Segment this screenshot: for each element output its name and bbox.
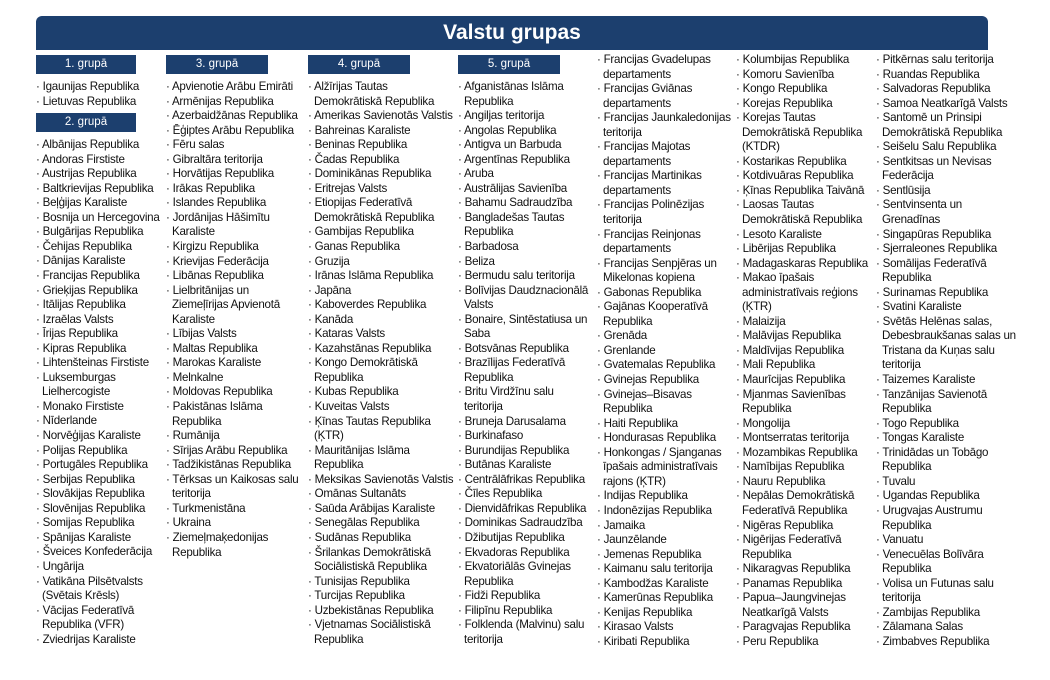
country-item: · Surinamas Republika	[876, 286, 1018, 301]
country-item: · Indonēzijas Republika	[597, 504, 733, 519]
country-item: · Melnkalne	[166, 371, 304, 386]
country-item: · Trinidādas un Tobāgo Republika	[876, 446, 1018, 475]
country-item: · Svētās Helēnas salas, Debesbraukšanas salas un Tristana da Kuņas salu teritorija	[876, 315, 1018, 373]
country-item: · Montserratas teritorija	[736, 431, 872, 446]
country-item: · Venecuēlas Bolīvāra Republika	[876, 548, 1018, 577]
column-7	[876, 53, 1018, 649]
country-item: · Bosnija un Hercegovina	[36, 211, 162, 226]
country-item: · Malaizija	[736, 315, 872, 330]
country-item: · Dienvidāfrikas Republika	[458, 502, 592, 517]
country-item: · Lihtenšteinas Firstiste	[36, 356, 162, 371]
country-item: · Kubas Republika	[308, 385, 454, 400]
country-item: · Austrijas Republika	[36, 167, 162, 182]
country-item: · Mali Republika	[736, 358, 872, 373]
country-item: · Turkmenistāna	[166, 502, 304, 517]
country-item: · Angiljas teritorija	[458, 109, 592, 124]
country-item: · Maltas Republika	[166, 342, 304, 357]
country-item: · Togo Republika	[876, 417, 1018, 432]
country-item: · Ekvatoriālās Gvinejas Republika	[458, 560, 592, 589]
country-item: · Francijas Jaunkaledonijas teritorija	[597, 111, 733, 140]
country-item: · Nigēras Republika	[736, 519, 872, 534]
country-item: · Barbadosa	[458, 240, 592, 255]
column-4	[458, 55, 592, 647]
country-item: · Andoras Firstiste	[36, 153, 162, 168]
country-item: · Aruba	[458, 167, 592, 182]
column-5	[597, 53, 733, 649]
group-3-header: 3. grupā	[166, 55, 268, 74]
country-item: · Santomē un Prinsipi Demokrātiskā Republika	[876, 111, 1018, 140]
country-item: · Zambijas Republika	[876, 606, 1018, 621]
country-item: · Bahreinas Karaliste	[308, 124, 454, 139]
country-item: · Svatini Karaliste	[876, 300, 1018, 315]
country-item: · Uzbekistānas Republika	[308, 604, 454, 619]
country-item: · Gambijas Republika	[308, 225, 454, 240]
country-item: · Francijas Martinikas departaments	[597, 169, 733, 198]
country-item: · Dānijas Karaliste	[36, 254, 162, 269]
country-item: · Tuvalu	[876, 475, 1018, 490]
country-item: · Beliza	[458, 255, 592, 270]
country-item: · Ganas Republika	[308, 240, 454, 255]
country-item: · Lielbritānijas un Ziemeļīrijas Apvienotā Karaliste	[166, 284, 304, 328]
group-4-list	[308, 80, 454, 647]
country-item: · Indijas Republika	[597, 489, 733, 504]
country-item: · Kazahstānas Republika	[308, 342, 454, 357]
country-item: · Sīrijas Arābu Republika	[166, 444, 304, 459]
country-item: · Angolas Republika	[458, 124, 592, 139]
country-item: · Norvēģijas Karaliste	[36, 429, 162, 444]
country-item: · Malāvijas Republika	[736, 329, 872, 344]
country-item: · Francijas Gvadelupas departaments	[597, 53, 733, 82]
country-item: · Fidži Republika	[458, 589, 592, 604]
group-1-header: 1. grupā	[36, 55, 136, 74]
country-item: · Sentkitsas un Nevisas Federācija	[876, 155, 1018, 184]
country-item: · Samoa Neatkarīgā Valsts	[876, 97, 1018, 112]
country-item: · Monako Firstiste	[36, 400, 162, 415]
country-item: · Kipras Republika	[36, 342, 162, 357]
group-2-list	[36, 138, 162, 647]
country-item: · Jemenas Republika	[597, 548, 733, 563]
country-item: · Maldīvijas Republika	[736, 344, 872, 359]
country-item: · Austrālijas Savienība	[458, 182, 592, 197]
country-item: · Irānas Islāma Republika	[308, 269, 454, 284]
country-item: · Ekvadoras Republika	[458, 546, 592, 561]
country-item: · Bermudu salu teritorija	[458, 269, 592, 284]
country-item: · Marokas Karaliste	[166, 356, 304, 371]
country-item: · Gibraltāra teritorija	[166, 153, 304, 168]
country-item: · Botsvānas Republika	[458, 342, 592, 357]
country-item: · Beninas Republika	[308, 138, 454, 153]
country-item: · Tadžikistānas Republika	[166, 458, 304, 473]
country-item: · Gajānas Kooperatīvā Republika	[597, 300, 733, 329]
country-item: · Sjerraleones Republika	[876, 242, 1018, 257]
country-item: · Gruzija	[308, 255, 454, 270]
country-item: · Alžīrijas Tautas Demokrātiskā Republika	[308, 80, 454, 109]
country-item: · Dominikānas Republika	[308, 167, 454, 182]
country-item: · Moldovas Republika	[166, 385, 304, 400]
country-item: · Kongo Republika	[736, 82, 872, 97]
country-item: · Laosas Tautas Demokrātiskā Republika	[736, 198, 872, 227]
country-item: · Albānijas Republika	[36, 138, 162, 153]
country-item: · Vanuatu	[876, 533, 1018, 548]
country-item: · Libērijas Republika	[736, 242, 872, 257]
country-item: · Lībijas Valsts	[166, 327, 304, 342]
country-item: · Grenlande	[597, 344, 733, 359]
country-item: · Panamas Republika	[736, 577, 872, 592]
country-item: · Bahamu Sadraudzība	[458, 196, 592, 211]
country-item: · Spānijas Karaliste	[36, 531, 162, 546]
country-item: · Francijas Reinjonas departaments	[597, 228, 733, 257]
country-item: · Francijas Republika	[36, 269, 162, 284]
country-item: · Honkongas / Sjanganas īpašais administratīvais rajons (ĶTR)	[597, 446, 733, 490]
country-item: · Itālijas Republika	[36, 298, 162, 313]
country-item: · Islandes Republika	[166, 196, 304, 211]
country-item: · Nepālas Demokrātiskā Federatīvā Republika	[736, 489, 872, 518]
country-item: · Jaunzēlande	[597, 533, 733, 548]
country-item: · Argentīnas Republika	[458, 153, 592, 168]
country-item: · Francijas Majotas departaments	[597, 140, 733, 169]
country-item: · Gvatemalas Republika	[597, 358, 733, 373]
country-item: · Kaboverdes Republika	[308, 298, 454, 313]
country-item: · Sentvinsenta un Grenadīnas	[876, 198, 1018, 227]
group-5-list	[458, 80, 592, 647]
country-item: · Kamerūnas Republika	[597, 591, 733, 606]
country-item: · Eritrejas Valsts	[308, 182, 454, 197]
country-item: · Čehijas Republika	[36, 240, 162, 255]
country-item: · Šveices Konfederācija	[36, 545, 162, 560]
country-item: · Makao īpašais administratīvais reģions (ĶTR)	[736, 271, 872, 315]
country-item: · Namībijas Republika	[736, 460, 872, 475]
country-item: · Armēnijas Republika	[166, 95, 304, 110]
country-item: · Džibutijas Republika	[458, 531, 592, 546]
country-item: · Japāna	[308, 284, 454, 299]
country-item: · Madagaskaras Republika	[736, 257, 872, 272]
country-item: · Zālamana Salas	[876, 620, 1018, 635]
country-item: · Izraēlas Valsts	[36, 313, 162, 328]
country-item: · Rumānija	[166, 429, 304, 444]
country-item: · Burkinafaso	[458, 429, 592, 444]
country-item: · Portugāles Republika	[36, 458, 162, 473]
group-5-list-cont-3	[876, 53, 1018, 649]
country-item: · Jordānijas Hāšimītu Karaliste	[166, 211, 304, 240]
country-item: · Seišelu Salu Republika	[876, 140, 1018, 155]
country-item: · Meksikas Savienotās Valstis	[308, 473, 454, 488]
country-item: · Tērksas un Kaikosas salu teritorija	[166, 473, 304, 502]
country-item: · Slovākijas Republika	[36, 487, 162, 502]
country-item: · Krievijas Federācija	[166, 255, 304, 270]
country-item: · Kirasao Valsts	[597, 620, 733, 635]
country-item: · Gvinejas Republika	[597, 373, 733, 388]
country-item: · Peru Republika	[736, 635, 872, 650]
country-item: · Centrālāfrikas Republika	[458, 473, 592, 488]
country-item: · Serbijas Republika	[36, 473, 162, 488]
country-item: · Korejas Republika	[736, 97, 872, 112]
country-item: · Slovēnijas Republika	[36, 502, 162, 517]
country-item: · Tanzānijas Savienotā Republika	[876, 388, 1018, 417]
country-item: · Kostarikas Republika	[736, 155, 872, 170]
country-item: · Kataras Valsts	[308, 327, 454, 342]
country-item: · Kuveitas Valsts	[308, 400, 454, 415]
country-item: · Francijas Gviānas departaments	[597, 82, 733, 111]
country-item: · Kambodžas Karaliste	[597, 577, 733, 592]
country-item: · Kolumbijas Republika	[736, 53, 872, 68]
country-item: · Apvienotie Arābu Emirāti	[166, 80, 304, 95]
group-5-list-cont-1	[597, 53, 733, 649]
country-item: · Brazīlijas Federatīvā Republika	[458, 356, 592, 385]
column-1	[36, 55, 162, 647]
country-item: · Kotdivuāras Republika	[736, 169, 872, 184]
country-item: · Fēru salas	[166, 138, 304, 153]
country-item: · Somālijas Federatīvā Republika	[876, 257, 1018, 286]
country-item: · Dominikas Sadraudzība	[458, 516, 592, 531]
country-item: · Azerbaidžānas Republika	[166, 109, 304, 124]
country-item: · Īrijas Republika	[36, 327, 162, 342]
column-2	[166, 55, 304, 560]
country-item: · Saūda Arābijas Karaliste	[308, 502, 454, 517]
country-item: · Nīderlande	[36, 414, 162, 429]
country-item: · Lesoto Karaliste	[736, 228, 872, 243]
country-item: · Zimbabves Republika	[876, 635, 1018, 650]
country-item: · Komoru Savienība	[736, 68, 872, 83]
country-item: · Korejas Tautas Demokrātiskā Republika (KTDR)	[736, 111, 872, 155]
country-item: · Zviedrijas Karaliste	[36, 633, 162, 648]
group-1-list	[36, 80, 162, 109]
country-item: · Maurīcijas Republika	[736, 373, 872, 388]
country-item: · Pakistānas Islāma Republika	[166, 400, 304, 429]
country-item: · Antigva un Barbuda	[458, 138, 592, 153]
country-item: · Horvātijas Republika	[166, 167, 304, 182]
country-item: · Tunisijas Republika	[308, 575, 454, 590]
country-item: · Filipīnu Republika	[458, 604, 592, 619]
country-item: · Salvadoras Republika	[876, 82, 1018, 97]
country-item: · Mozambikas Republika	[736, 446, 872, 461]
page-title: Valstu grupas	[36, 16, 988, 50]
country-item: · Folklenda (Malvinu) salu teritorija	[458, 618, 592, 647]
group-5-list-cont-2	[736, 53, 872, 649]
country-item: · Grenāda	[597, 329, 733, 344]
group-5-header: 5. grupā	[458, 55, 560, 74]
country-item: · Kirgizu Republika	[166, 240, 304, 255]
country-item: · Afganistānas Islāma Republika	[458, 80, 592, 109]
country-item: · Kiribati Republika	[597, 635, 733, 650]
country-item: · Francijas Senpjēras un Mikelonas kopiena	[597, 257, 733, 286]
country-item: · Butānas Karaliste	[458, 458, 592, 473]
country-item: · Igaunijas Republika	[36, 80, 162, 95]
country-item: · Bangladešas Tautas Republika	[458, 211, 592, 240]
country-item: · Etiopijas Federatīvā Demokrātiskā Republika	[308, 196, 454, 225]
country-item: · Sudānas Republika	[308, 531, 454, 546]
country-item: · Ziemeļmaķedonijas Republika	[166, 531, 304, 560]
country-item: · Ķīnas Republika Taivānā	[736, 184, 872, 199]
country-item: · Polijas Republika	[36, 444, 162, 459]
country-item: · Tongas Karaliste	[876, 431, 1018, 446]
country-item: · Pitkērnas salu teritorija	[876, 53, 1018, 68]
country-item: · Sentlūsija	[876, 184, 1018, 199]
country-item: · Ukraina	[166, 516, 304, 531]
country-item: · Nigērijas Federatīvā Republika	[736, 533, 872, 562]
country-item: · Burundijas Republika	[458, 444, 592, 459]
country-item: · Baltkrievijas Republika	[36, 182, 162, 197]
country-item: · Nikaragvas Republika	[736, 562, 872, 577]
country-item: · Kenijas Republika	[597, 606, 733, 621]
group-2-header: 2. grupā	[36, 113, 136, 132]
country-item: · Hondurasas Republika	[597, 431, 733, 446]
country-item: · Jamaika	[597, 519, 733, 534]
country-item: · Amerikas Savienotās Valstis	[308, 109, 454, 124]
country-item: · Francijas Polinēzijas teritorija	[597, 198, 733, 227]
country-item: · Vācijas Federatīvā Republika (VFR)	[36, 604, 162, 633]
country-item: · Turcijas Republika	[308, 589, 454, 604]
country-item: · Somijas Republika	[36, 516, 162, 531]
country-item: · Taizemes Karaliste	[876, 373, 1018, 388]
country-item: · Libānas Republika	[166, 269, 304, 284]
column-3	[308, 55, 454, 647]
country-item: · Mjanmas Savienības Republika	[736, 388, 872, 417]
country-item: · Čīles Republika	[458, 487, 592, 502]
country-item: · Šrilankas Demokrātiskā Sociālistiskā Republika	[308, 546, 454, 575]
country-item: · Ungārija	[36, 560, 162, 575]
country-item: · Kongo Demokrātiskā Republika	[308, 356, 454, 385]
country-item: · Omānas Sultanāts	[308, 487, 454, 502]
country-item: · Urugvajas Austrumu Republika	[876, 504, 1018, 533]
country-item: · Senegālas Republika	[308, 516, 454, 531]
country-item: · Haiti Republika	[597, 417, 733, 432]
country-item: · Bolīvijas Daudznacionālā Valsts	[458, 284, 592, 313]
country-item: · Vjetnamas Sociālistiskā Republika	[308, 618, 454, 647]
country-item: · Grieķijas Republika	[36, 284, 162, 299]
country-item: · Luksemburgas Lielhercogiste	[36, 371, 162, 400]
country-item: · Singapūras Republika	[876, 228, 1018, 243]
country-item: · Ugandas Republika	[876, 489, 1018, 504]
country-item: · Mauritānijas Islāma Republika	[308, 444, 454, 473]
country-item: · Beļģijas Karaliste	[36, 196, 162, 211]
country-item: · Kaimanu salu teritorija	[597, 562, 733, 577]
country-item: · Ķīnas Tautas Republika (ĶTR)	[308, 415, 454, 444]
country-item: · Nauru Republika	[736, 475, 872, 490]
column-6	[736, 53, 872, 649]
country-item: · Čadas Republika	[308, 153, 454, 168]
group-3-list	[166, 80, 304, 560]
country-item: · Bruneja Darusalama	[458, 415, 592, 430]
country-item: · Bonaire, Sintēstatiusa un Saba	[458, 313, 592, 342]
group-4-header: 4. grupā	[308, 55, 410, 74]
country-item: · Kanāda	[308, 313, 454, 328]
country-item: · Ruandas Republika	[876, 68, 1018, 83]
country-item: · Volisa un Futunas salu teritorija	[876, 577, 1018, 606]
country-item: · Ēģiptes Arābu Republika	[166, 124, 304, 139]
country-item: · Mongolija	[736, 417, 872, 432]
country-item: · Vatikāna Pilsētvalsts (Svētais Krēsls)	[36, 575, 162, 604]
country-item: · Paragvajas Republika	[736, 620, 872, 635]
country-item: · Irākas Republika	[166, 182, 304, 197]
country-item: · Papua–Jaungvinejas Neatkarīgā Valsts	[736, 591, 872, 620]
country-item: · Bulgārijas Republika	[36, 225, 162, 240]
country-item: · Gabonas Republika	[597, 286, 733, 301]
country-item: · Lietuvas Republika	[36, 95, 162, 110]
country-item: · Gvinejas–Bisavas Republika	[597, 388, 733, 417]
country-item: · Britu Virdžīnu salu teritorija	[458, 385, 592, 414]
